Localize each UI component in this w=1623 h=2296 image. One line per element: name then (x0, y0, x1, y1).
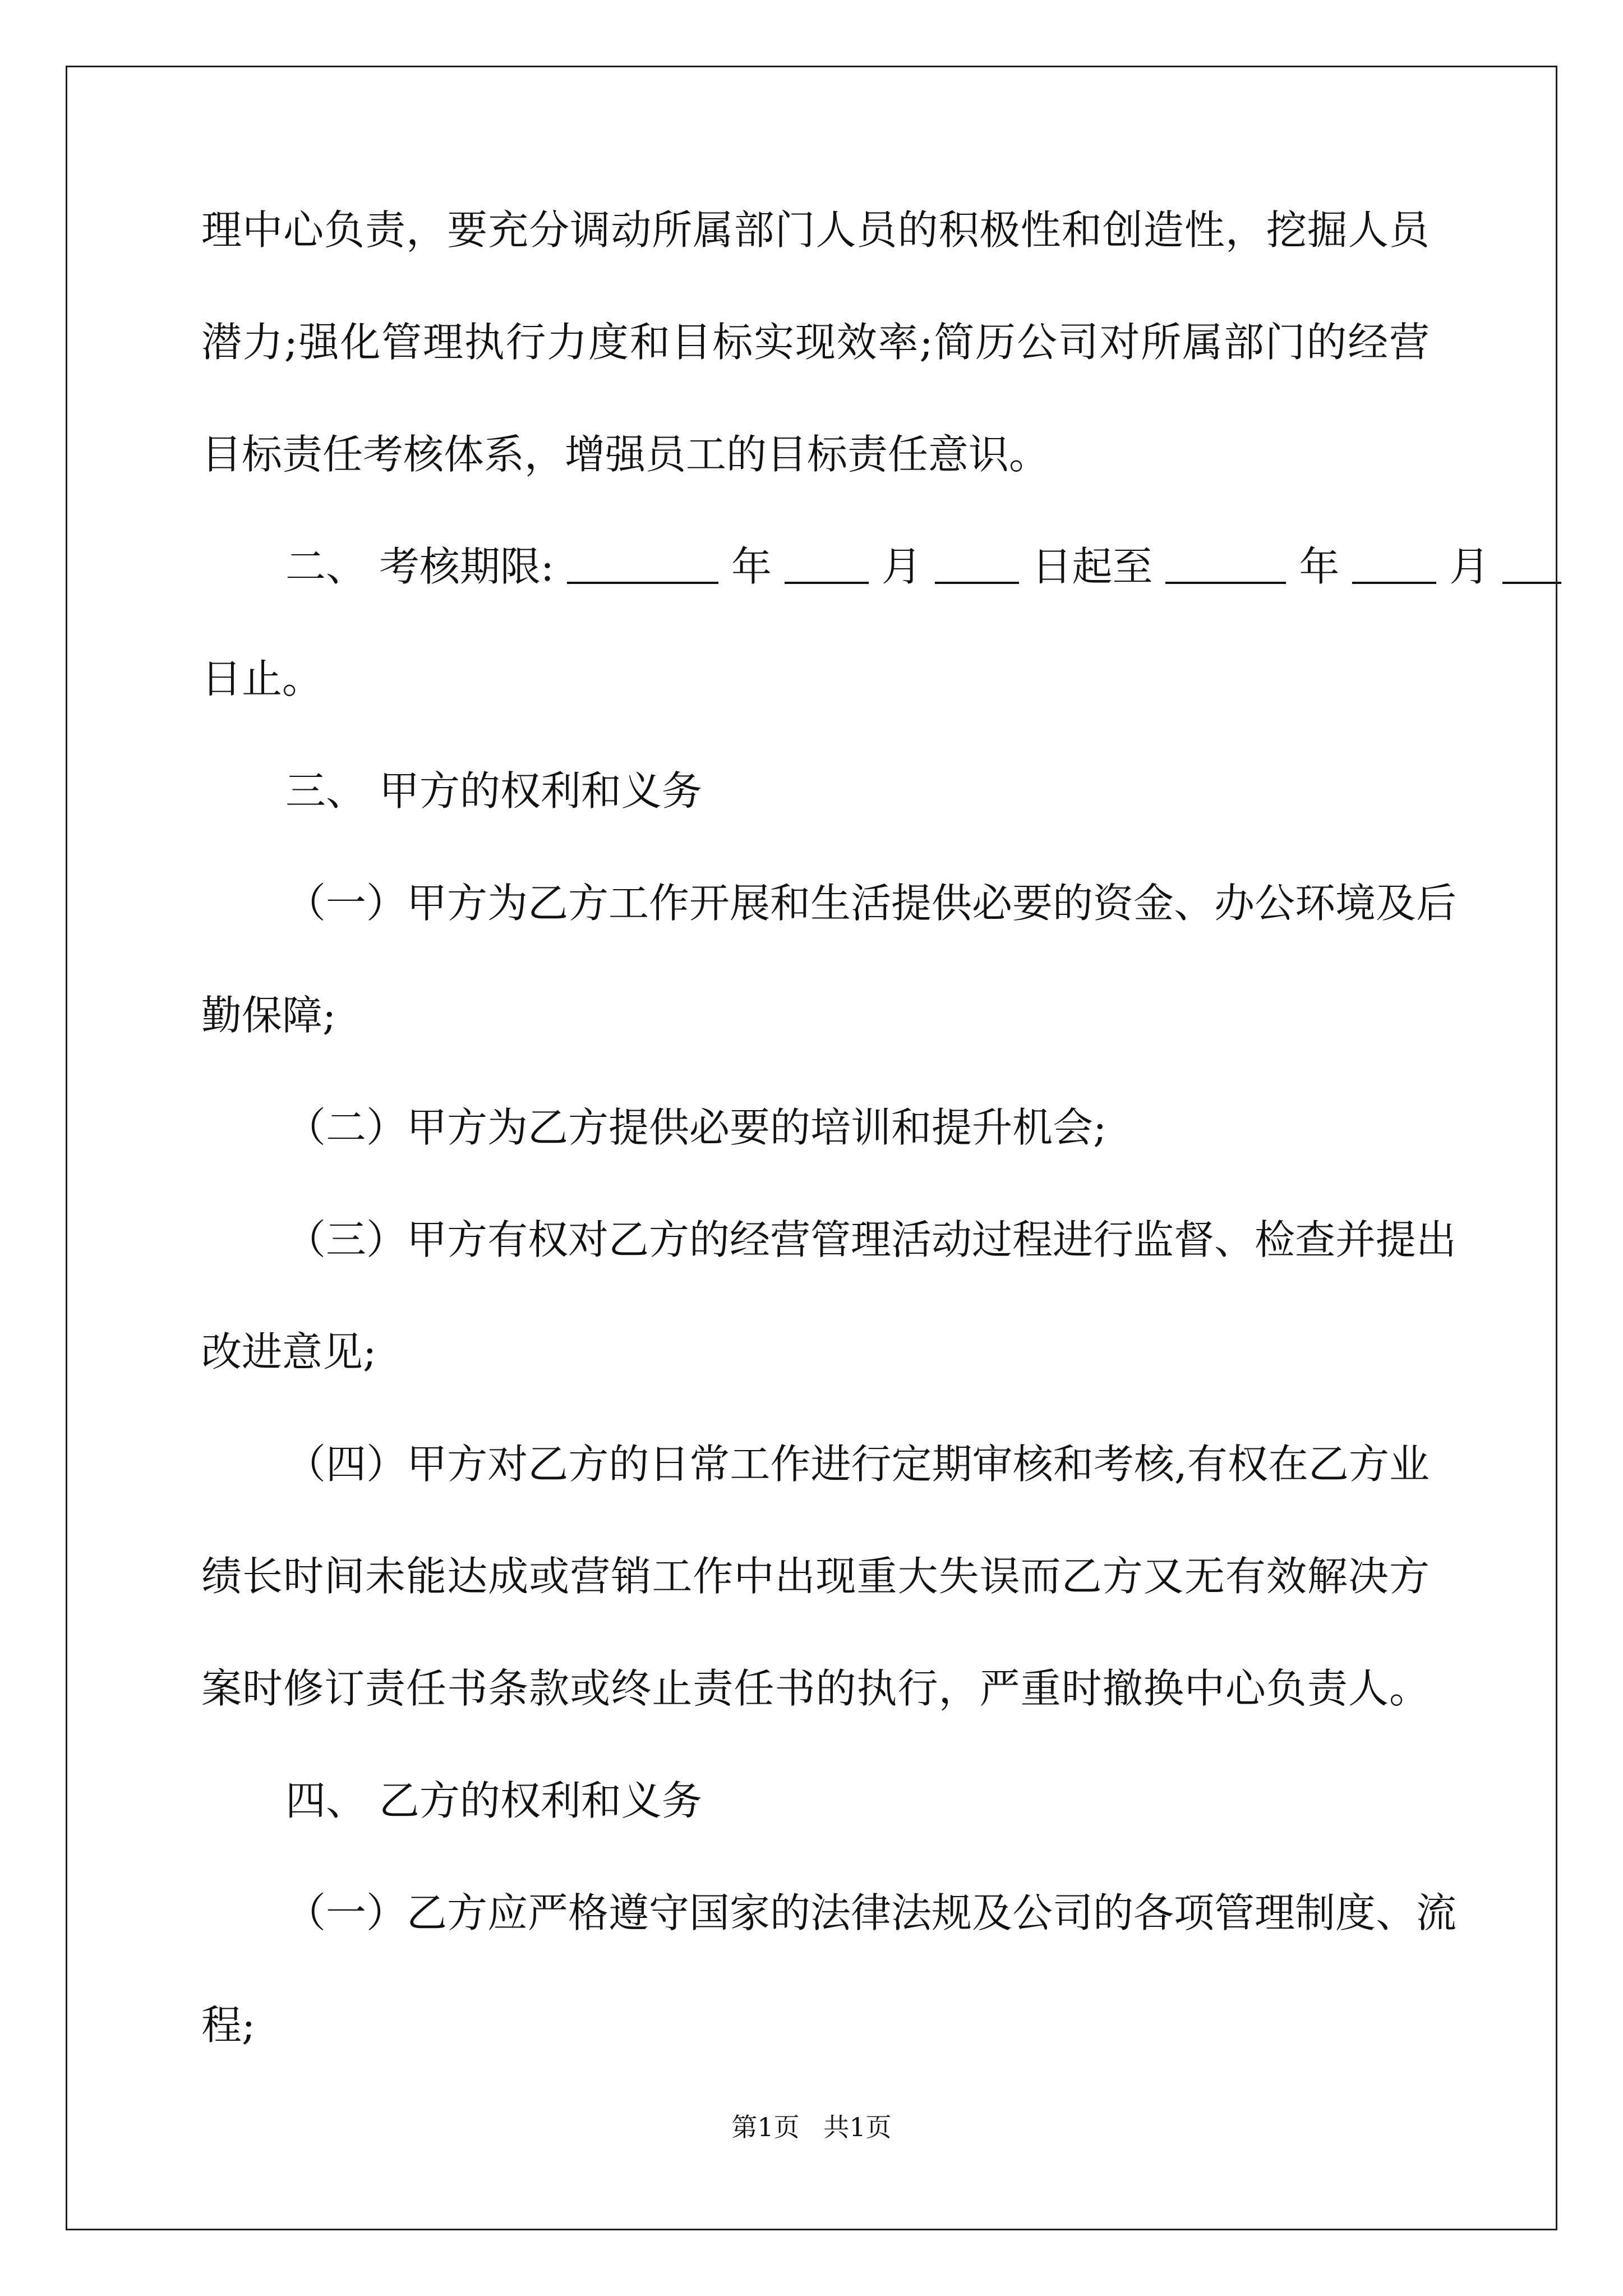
page-footer (0, 2110, 1623, 2144)
day-end-blank (1502, 541, 1561, 584)
year-label: 年 (1299, 543, 1340, 590)
month-label: 月 (1449, 543, 1490, 590)
section-heading: 三、 甲方的权利和义务 (285, 767, 702, 815)
month-start-blank (785, 541, 869, 584)
year-start-blank (567, 541, 718, 584)
page-number: 第1页 (731, 2112, 800, 2142)
year-label: 年 (731, 543, 772, 590)
clause-line: （三）甲方有权对乙方的经营管理活动过程进行监督、检查并提出 (285, 1216, 1457, 1263)
day-start-blank (935, 541, 1019, 584)
clause-line: 绩长时间未能达成或营销工作中出现重大失误而乙方又无有效解决方 (201, 1553, 1430, 1600)
clause-line: 案时修订责任书条款或终止责任书的执行，严重时撤换中心负责人。 (201, 1665, 1430, 1712)
clause-line: 改进意见; (201, 1328, 377, 1375)
clause-line: 程; (201, 2001, 256, 2049)
clause-line: （四）甲方对乙方的日常工作进行定期审核和考核,有权在乙方业 (285, 1441, 1430, 1488)
year-end-blank (1165, 541, 1286, 584)
page-total: 共1页 (823, 2112, 892, 2142)
assessment-period-label: 二、 考核期限: (285, 543, 555, 590)
paragraph-line: 目标责任考核体系，增强员工的目标责任意识。 (201, 431, 1050, 478)
clause-line: 勤保障; (201, 992, 336, 1039)
paragraph-line: 理中心负责，要充分调动所属部门人员的积极性和创造性，挖掘人员 (201, 206, 1430, 254)
clause-line: （二）甲方为乙方提供必要的培训和提升机会; (285, 1104, 1107, 1151)
month-label: 月 (881, 543, 922, 590)
paragraph-line: 日止。 (201, 655, 323, 702)
clause-line: （一）乙方应严格遵守国家的法律法规及公司的各项管理制度、流 (285, 1889, 1457, 1936)
day-to-label: 日起至 (1031, 543, 1153, 590)
section-heading: 四、 乙方的权利和义务 (285, 1777, 702, 1824)
paragraph-line: 潜力;强化管理执行力度和目标实现效率;简历公司对所属部门的经营 (201, 319, 1430, 366)
month-end-blank (1352, 541, 1436, 584)
assessment-period-line (285, 539, 1490, 595)
clause-line: （一）甲方为乙方工作开展和生活提供必要的资金、办公环境及后 (285, 880, 1457, 927)
